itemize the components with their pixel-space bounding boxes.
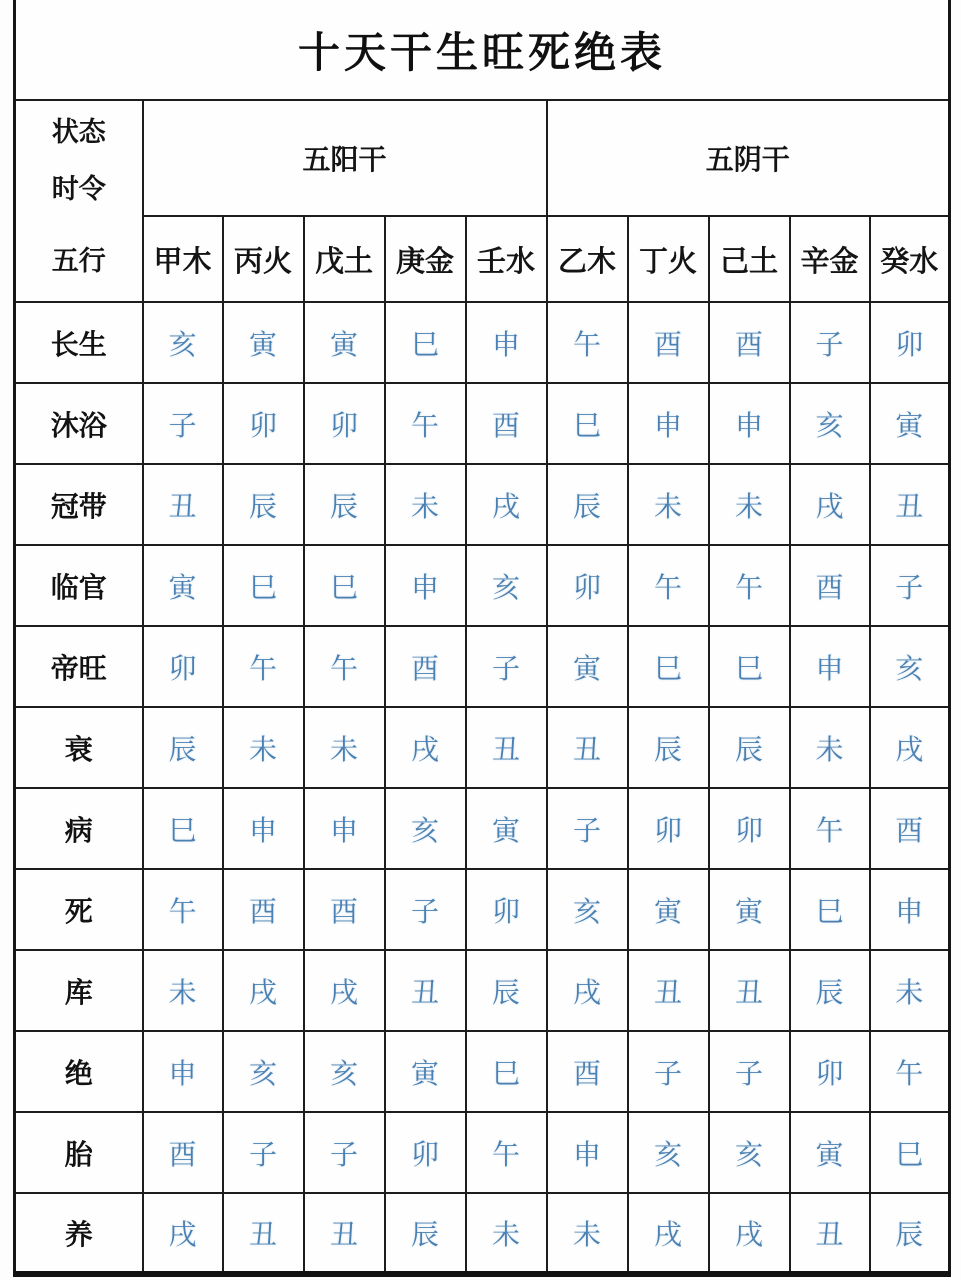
branch-cell: 寅 bbox=[790, 1112, 870, 1193]
branch-cell: 戌 bbox=[628, 1193, 709, 1274]
branch-cell: 巳 bbox=[223, 545, 304, 626]
branch-cell: 亥 bbox=[870, 626, 950, 707]
branch-cell: 丑 bbox=[223, 1193, 304, 1274]
branch-cell: 子 bbox=[547, 788, 628, 869]
stem-header-cell: 庚金 bbox=[385, 216, 466, 302]
page-title: 十天干生旺死绝表 bbox=[15, 0, 950, 100]
branch-cell: 戌 bbox=[385, 707, 466, 788]
branch-cell: 卯 bbox=[628, 788, 709, 869]
branch-cell: 巳 bbox=[385, 302, 466, 383]
branch-cell: 子 bbox=[790, 302, 870, 383]
table-row bbox=[15, 1031, 950, 1112]
table-row bbox=[15, 383, 950, 464]
table-row bbox=[15, 1193, 950, 1274]
branch-cell: 卯 bbox=[466, 869, 547, 950]
branch-cell: 丑 bbox=[790, 1193, 870, 1274]
branch-cell: 亥 bbox=[385, 788, 466, 869]
group-header-yin-stems: 五阴干 bbox=[547, 100, 950, 216]
stem-header-cell: 乙木 bbox=[547, 216, 628, 302]
table-row bbox=[15, 707, 950, 788]
row-label: 长生 bbox=[15, 302, 143, 383]
branch-cell: 戌 bbox=[223, 950, 304, 1031]
branch-cell: 子 bbox=[870, 545, 950, 626]
branch-cell: 午 bbox=[547, 302, 628, 383]
branch-cell: 卯 bbox=[870, 302, 950, 383]
branch-cell: 申 bbox=[466, 302, 547, 383]
branch-cell: 未 bbox=[709, 464, 790, 545]
branch-cell: 丑 bbox=[870, 464, 950, 545]
branch-cell: 寅 bbox=[223, 302, 304, 383]
branch-cell: 戌 bbox=[143, 1193, 223, 1274]
branch-cell: 申 bbox=[385, 545, 466, 626]
branch-cell: 辰 bbox=[223, 464, 304, 545]
branch-cell: 申 bbox=[223, 788, 304, 869]
branch-cell: 酉 bbox=[709, 302, 790, 383]
branch-cell: 未 bbox=[870, 950, 950, 1031]
branch-cell: 卯 bbox=[223, 383, 304, 464]
stem-header-cell: 戊土 bbox=[304, 216, 385, 302]
branch-cell: 卯 bbox=[547, 545, 628, 626]
corner-label-status: 状态 bbox=[51, 117, 106, 147]
row-label: 绝 bbox=[15, 1031, 143, 1112]
title-row bbox=[15, 0, 950, 100]
branch-cell: 酉 bbox=[304, 869, 385, 950]
branch-cell: 巳 bbox=[466, 1031, 547, 1112]
row-label: 沐浴 bbox=[15, 383, 143, 464]
branch-cell: 戌 bbox=[709, 1193, 790, 1274]
branch-cell: 寅 bbox=[628, 869, 709, 950]
branch-cell: 辰 bbox=[709, 707, 790, 788]
row-label: 冠带 bbox=[15, 464, 143, 545]
branch-cell: 未 bbox=[304, 707, 385, 788]
ten-stems-lifecycle-table bbox=[13, 0, 951, 1277]
row-label: 库 bbox=[15, 950, 143, 1031]
branch-cell: 酉 bbox=[790, 545, 870, 626]
table-row bbox=[15, 788, 950, 869]
table-body bbox=[15, 302, 950, 1274]
branch-cell: 午 bbox=[223, 626, 304, 707]
branch-cell: 辰 bbox=[143, 707, 223, 788]
branch-cell: 戌 bbox=[870, 707, 950, 788]
branch-cell: 巳 bbox=[709, 626, 790, 707]
branch-cell: 亥 bbox=[466, 545, 547, 626]
branch-cell: 亥 bbox=[223, 1031, 304, 1112]
branch-cell: 寅 bbox=[143, 545, 223, 626]
branch-cell: 丑 bbox=[466, 707, 547, 788]
branch-cell: 寅 bbox=[304, 302, 385, 383]
branch-cell: 亥 bbox=[143, 302, 223, 383]
branch-cell: 辰 bbox=[385, 1193, 466, 1274]
row-label: 死 bbox=[15, 869, 143, 950]
group-header-row bbox=[15, 100, 950, 216]
branch-cell: 寅 bbox=[709, 869, 790, 950]
stem-header-cell: 辛金 bbox=[790, 216, 870, 302]
corner-labels bbox=[16, 101, 142, 301]
branch-cell: 子 bbox=[223, 1112, 304, 1193]
branch-cell: 午 bbox=[304, 626, 385, 707]
branch-cell: 寅 bbox=[547, 626, 628, 707]
branch-cell: 巳 bbox=[870, 1112, 950, 1193]
branch-cell: 亥 bbox=[709, 1112, 790, 1193]
branch-cell: 卯 bbox=[143, 626, 223, 707]
row-label: 胎 bbox=[15, 1112, 143, 1193]
branch-cell: 未 bbox=[547, 1193, 628, 1274]
branch-cell: 未 bbox=[790, 707, 870, 788]
branch-cell: 酉 bbox=[870, 788, 950, 869]
stem-header-cell: 己土 bbox=[709, 216, 790, 302]
branch-cell: 午 bbox=[870, 1031, 950, 1112]
branch-cell: 寅 bbox=[466, 788, 547, 869]
branch-cell: 酉 bbox=[223, 869, 304, 950]
branch-cell: 辰 bbox=[547, 464, 628, 545]
branch-cell: 未 bbox=[143, 950, 223, 1031]
branch-cell: 未 bbox=[628, 464, 709, 545]
table-row bbox=[15, 869, 950, 950]
branch-cell: 子 bbox=[466, 626, 547, 707]
row-label: 衰 bbox=[15, 707, 143, 788]
table-row bbox=[15, 545, 950, 626]
branch-cell: 酉 bbox=[143, 1112, 223, 1193]
row-label: 病 bbox=[15, 788, 143, 869]
table-row bbox=[15, 626, 950, 707]
branch-cell: 未 bbox=[385, 464, 466, 545]
branch-cell: 寅 bbox=[870, 383, 950, 464]
row-label: 帝旺 bbox=[15, 626, 143, 707]
branch-cell: 丑 bbox=[385, 950, 466, 1031]
row-label: 养 bbox=[15, 1193, 143, 1274]
branch-cell: 巳 bbox=[143, 788, 223, 869]
branch-cell: 丑 bbox=[628, 950, 709, 1031]
branch-cell: 丑 bbox=[547, 707, 628, 788]
branch-cell: 丑 bbox=[709, 950, 790, 1031]
branch-cell: 卯 bbox=[304, 383, 385, 464]
branch-cell: 亥 bbox=[628, 1112, 709, 1193]
branch-cell: 未 bbox=[466, 1193, 547, 1274]
branch-cell: 巳 bbox=[790, 869, 870, 950]
branch-cell: 巳 bbox=[304, 545, 385, 626]
branch-cell: 酉 bbox=[385, 626, 466, 707]
branch-cell: 戌 bbox=[790, 464, 870, 545]
branch-cell: 子 bbox=[143, 383, 223, 464]
branch-cell: 子 bbox=[385, 869, 466, 950]
table-row bbox=[15, 302, 950, 383]
branch-cell: 戌 bbox=[466, 464, 547, 545]
branch-cell: 申 bbox=[790, 626, 870, 707]
branch-cell: 巳 bbox=[547, 383, 628, 464]
branch-cell: 午 bbox=[628, 545, 709, 626]
branch-cell: 申 bbox=[547, 1112, 628, 1193]
branch-cell: 子 bbox=[709, 1031, 790, 1112]
corner-label-season: 时令 bbox=[51, 174, 106, 204]
branch-cell: 辰 bbox=[790, 950, 870, 1031]
corner-cell bbox=[15, 100, 143, 302]
branch-cell: 申 bbox=[304, 788, 385, 869]
branch-cell: 酉 bbox=[547, 1031, 628, 1112]
branch-cell: 子 bbox=[304, 1112, 385, 1193]
stem-header-cell: 甲木 bbox=[143, 216, 223, 302]
table-row bbox=[15, 950, 950, 1031]
branch-cell: 丑 bbox=[143, 464, 223, 545]
branch-cell: 午 bbox=[709, 545, 790, 626]
branch-cell: 亥 bbox=[790, 383, 870, 464]
branch-cell: 辰 bbox=[628, 707, 709, 788]
branch-cell: 戌 bbox=[547, 950, 628, 1031]
branch-cell: 卯 bbox=[709, 788, 790, 869]
branch-cell: 卯 bbox=[790, 1031, 870, 1112]
row-label: 临官 bbox=[15, 545, 143, 626]
stem-header-cell: 丁火 bbox=[628, 216, 709, 302]
table-row bbox=[15, 1112, 950, 1193]
stem-header-cell: 癸水 bbox=[870, 216, 950, 302]
branch-cell: 戌 bbox=[304, 950, 385, 1031]
stem-header-cell: 丙火 bbox=[223, 216, 304, 302]
branch-cell: 辰 bbox=[870, 1193, 950, 1274]
branch-cell: 申 bbox=[709, 383, 790, 464]
branch-cell: 酉 bbox=[466, 383, 547, 464]
branch-cell: 未 bbox=[223, 707, 304, 788]
branch-cell: 辰 bbox=[466, 950, 547, 1031]
branch-cell: 巳 bbox=[628, 626, 709, 707]
branch-cell: 卯 bbox=[385, 1112, 466, 1193]
branch-cell: 申 bbox=[628, 383, 709, 464]
branch-cell: 申 bbox=[870, 869, 950, 950]
branch-cell: 午 bbox=[790, 788, 870, 869]
branch-cell: 酉 bbox=[628, 302, 709, 383]
branch-cell: 午 bbox=[466, 1112, 547, 1193]
table-row bbox=[15, 464, 950, 545]
branch-cell: 辰 bbox=[304, 464, 385, 545]
branch-cell: 丑 bbox=[304, 1193, 385, 1274]
stems-header-row bbox=[15, 216, 950, 302]
branch-cell: 午 bbox=[385, 383, 466, 464]
branch-cell: 亥 bbox=[304, 1031, 385, 1112]
stem-header-cell: 壬水 bbox=[466, 216, 547, 302]
branch-cell: 申 bbox=[143, 1031, 223, 1112]
branch-cell: 寅 bbox=[385, 1031, 466, 1112]
branch-cell: 子 bbox=[628, 1031, 709, 1112]
corner-label-element: 五行 bbox=[51, 245, 106, 276]
branch-cell: 亥 bbox=[547, 869, 628, 950]
branch-cell: 午 bbox=[143, 869, 223, 950]
group-header-yang-stems: 五阳干 bbox=[143, 100, 547, 216]
